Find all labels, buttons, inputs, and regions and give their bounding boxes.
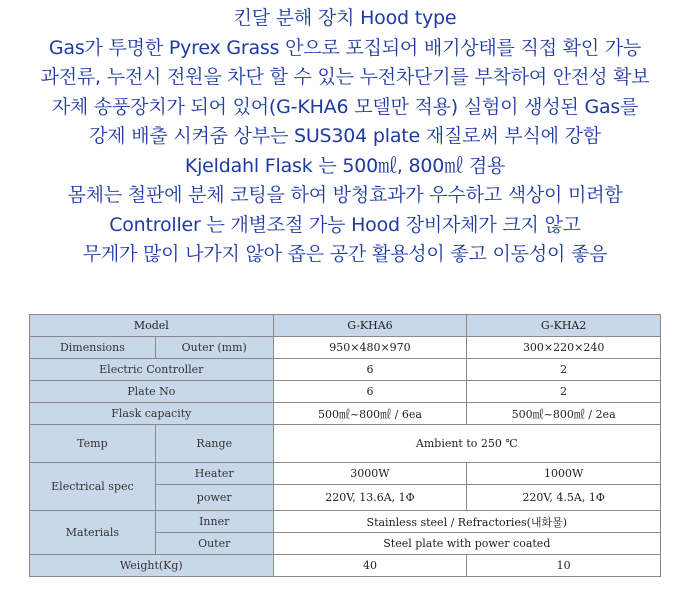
controller-label: Electric Controller — [30, 359, 274, 381]
spec-table — [29, 314, 661, 577]
table-row — [30, 403, 661, 425]
feature-line: Gas가 투명한 Pyrex Grass 안으로 포집되어 배기상태를 직접 확인 가능 — [48, 36, 642, 59]
table-row — [30, 555, 661, 577]
plate-g-kha6: 6 — [273, 381, 467, 403]
outer-mm-label: Outer (mm) — [155, 337, 273, 359]
power-g-kha6: 220V, 13.6A, 1Φ — [273, 485, 467, 511]
table-row — [30, 337, 661, 359]
flask-g-kha2: 500㎖~800㎖ / 2ea — [467, 403, 661, 425]
table-row — [30, 315, 661, 337]
feature-list — [0, 4, 690, 270]
plate-label: Plate No — [30, 381, 274, 403]
inner-label: Inner — [155, 511, 273, 533]
range-label: Range — [155, 425, 273, 463]
outer-value: Steel plate with power coated — [273, 533, 660, 555]
feature-line: 몸체는 철판에 분체 코팅을 하여 방청효과가 우수하고 색상이 미려함 — [67, 184, 623, 206]
feature-line: 무게가 많이 나가지 않아 좁은 공간 활용성이 좋고 이동성이 좋음 — [82, 243, 608, 265]
power-g-kha2: 220V, 4.5A, 1Φ — [467, 485, 661, 511]
electrical-label: Electrical spec — [30, 463, 156, 511]
flask-g-kha6: 500㎖~800㎖ / 6ea — [273, 403, 467, 425]
table-row — [30, 359, 661, 381]
flask-label: Flask capacity — [30, 403, 274, 425]
heater-label: Heater — [155, 463, 273, 485]
model-g-kha6: G-KHA6 — [273, 315, 467, 337]
controller-g-kha2: 2 — [467, 359, 661, 381]
power-label: power — [155, 485, 273, 511]
model-g-kha2: G-KHA2 — [467, 315, 661, 337]
weight-label: Weight(Kg) — [30, 555, 274, 577]
dimensions-g-kha6: 950×480×970 — [273, 337, 467, 359]
heater-g-kha6: 3000W — [273, 463, 467, 485]
feature-line: 과전류, 누전시 전원을 차단 할 수 있는 누전차단기를 부착하여 안전성 확보 — [40, 66, 650, 88]
weight-g-kha6: 40 — [273, 555, 467, 577]
heater-g-kha2: 1000W — [467, 463, 661, 485]
inner-value: Stainless steel / Refractories(내화물) — [273, 511, 660, 533]
controller-g-kha6: 6 — [273, 359, 467, 381]
weight-g-kha2: 10 — [467, 555, 661, 577]
dimensions-label: Dimensions — [30, 337, 156, 359]
feature-line: Kjeldahl Flask 는 500㎖, 800㎖ 겸용 — [184, 154, 506, 177]
materials-label: Materials — [30, 511, 156, 555]
table-row — [30, 463, 661, 485]
plate-g-kha2: 2 — [467, 381, 661, 403]
outer-label: Outer — [155, 533, 273, 555]
temp-label: Temp — [30, 425, 156, 463]
model-header: Model — [30, 315, 274, 337]
feature-line: 강제 배출 시켜줌 상부는 SUS304 plate 재질로써 부식에 강함 — [89, 125, 601, 147]
feature-title: 킨달 분해 장치 Hood type — [233, 7, 457, 29]
table-row — [30, 425, 661, 463]
dimensions-g-kha2: 300×220×240 — [467, 337, 661, 359]
feature-line: Controller 는 개별조절 가능 Hood 장비자체가 크지 않고 — [109, 213, 581, 236]
range-value: Ambient to 250 ℃ — [273, 425, 660, 463]
feature-line: 자체 송풍장치가 되어 있어(G-KHA6 모델만 적용) 실험이 생성된 Gas를 — [51, 95, 639, 118]
table-row — [30, 381, 661, 403]
table-row — [30, 511, 661, 533]
